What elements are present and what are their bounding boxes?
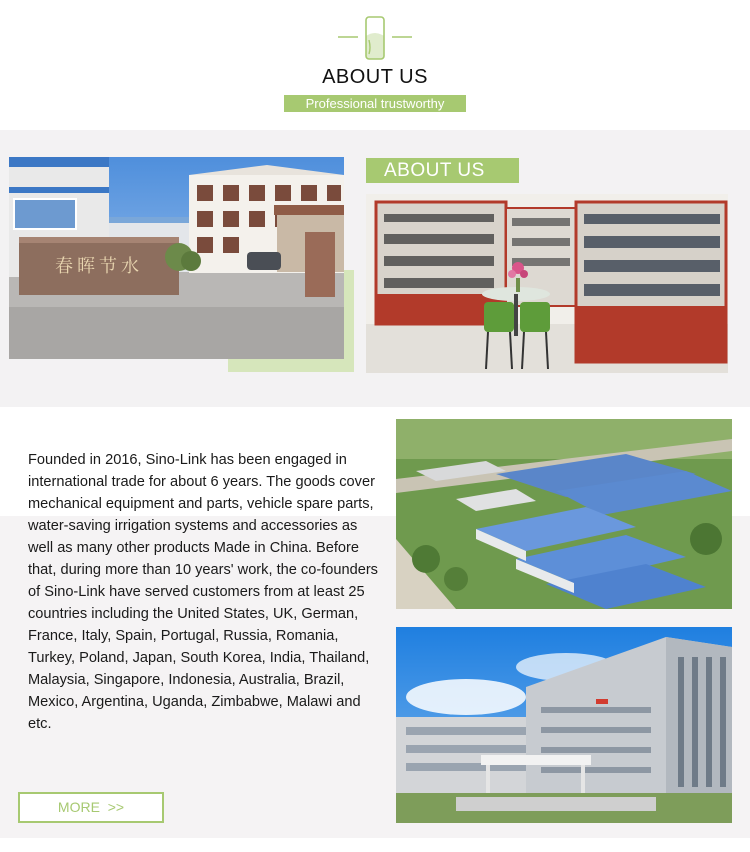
factory-aerial-photo xyxy=(396,419,732,609)
factory-aerial-illustration xyxy=(396,419,732,609)
about-us-tag: ABOUT US xyxy=(366,158,519,183)
page-subtitle: Professional trustworthy xyxy=(284,95,466,112)
showroom-photo xyxy=(366,194,728,373)
double-chevron-right-icon: >> xyxy=(107,799,125,815)
building-sign-text: 春晖节水 xyxy=(55,256,143,277)
company-building-photo xyxy=(9,157,344,359)
more-button[interactable] xyxy=(18,792,164,823)
page-title: ABOUT US xyxy=(322,66,428,88)
more-button-label: MORE xyxy=(57,799,100,815)
modern-building-illustration xyxy=(396,627,732,823)
company-building-illustration xyxy=(9,157,344,359)
company-description: Founded in 2016, Sino-Link has been engaged in international trade for about 6 years. The goods cover mechanical equipment and parts, vehicle spare parts, water-saving irrigation systems and accessories as well as many other products Made in China. Before that, during more than 10 years' work, the co-founders of Sino-Link have served customers from at least 25 countries including the United States, UK, German, France, Italy, Spain, Portugal, Russia, Romania, Turkey, Poland, Japan, South Korea, India, Thailand, Malaysia, Singapore, Indonesia, Australia, Brazil, Mexico, Argentina, Uganda, Zimbabwe, Malawi and etc. xyxy=(28,452,378,732)
modern-building-photo xyxy=(396,627,732,823)
bottle-icon xyxy=(338,16,412,60)
showroom-illustration xyxy=(366,194,728,373)
